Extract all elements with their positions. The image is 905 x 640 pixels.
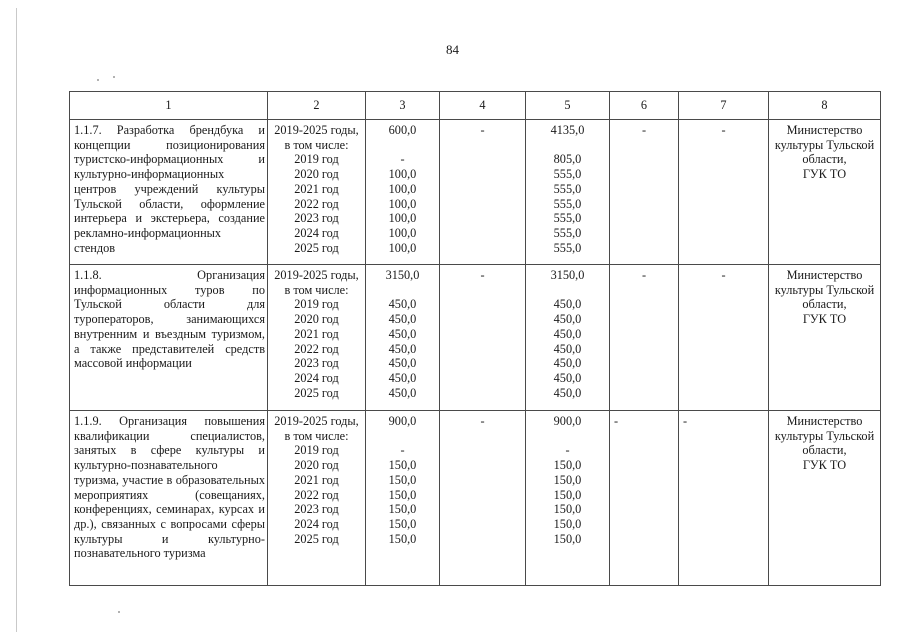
cell-value: 450,0 (553, 385, 582, 400)
cell-value: 805,0 (553, 152, 582, 167)
cell-value: - (641, 123, 647, 137)
cell-value: 2022 год (294, 341, 339, 356)
cell-value (366, 138, 439, 153)
cell-value: 450,0 (553, 326, 582, 341)
header-col-7: 7 (679, 92, 769, 120)
scan-edge-line (16, 8, 17, 632)
responsible-executor-cell (769, 411, 881, 586)
cell-value: 450,0 (388, 385, 417, 400)
amount-cell-col4 (440, 120, 526, 265)
cell-value: ГУК ТО (802, 312, 847, 327)
cell-value: 450,0 (553, 341, 582, 356)
header-col-8: 8 (769, 92, 881, 120)
header-col-3: 3 (366, 92, 440, 120)
cell-value: 2020 год (294, 312, 339, 327)
cell-value: ГУК ТО (802, 167, 847, 182)
cell-value: 2022 год (294, 487, 339, 502)
header-col-6: 6 (610, 92, 679, 120)
cell-value: 450,0 (388, 370, 417, 385)
cell-value: 450,0 (553, 297, 582, 312)
cell-value: 2020 год (294, 167, 339, 182)
cell-value: 555,0 (553, 240, 582, 255)
period-cell (268, 120, 366, 265)
cell-value: 3150,0 (385, 268, 420, 282)
scan-speck (97, 79, 99, 81)
cell-value: 150,0 (388, 472, 417, 487)
cell-value: 600,0 (388, 123, 417, 137)
cell-value: 450,0 (388, 297, 417, 312)
cell-value: 2022 год (294, 196, 339, 211)
responsible-executor-cell (769, 265, 881, 411)
cell-value: 100,0 (388, 196, 417, 211)
cell-value: 100,0 (388, 167, 417, 182)
scan-speck (113, 76, 115, 78)
period-cell (268, 411, 366, 586)
amount-cell-col3 (366, 411, 440, 586)
cell-value: 555,0 (553, 211, 582, 226)
cell-value: 150,0 (388, 487, 417, 502)
cell-value: 2021 год (294, 472, 339, 487)
cell-value: - (400, 152, 405, 167)
cell-value: в том числе: (284, 137, 349, 152)
amount-cell-col5 (526, 411, 610, 586)
cell-value (366, 429, 439, 444)
cell-value: 450,0 (388, 312, 417, 327)
cell-value (526, 429, 609, 444)
cell-value: 900,0 (388, 414, 417, 428)
cell-value: области, (802, 152, 847, 167)
amount-cell-col5 (526, 265, 610, 411)
cell-value: 450,0 (553, 356, 582, 371)
cell-value: культуры Тульской (774, 137, 875, 152)
cell-value: 150,0 (553, 458, 582, 473)
cell-value: - (683, 414, 688, 428)
cell-value: 900,0 (553, 414, 582, 428)
cell-value: 2021 год (294, 181, 339, 196)
page-number: 84 (446, 42, 459, 57)
header-row (70, 92, 881, 120)
table-row (70, 120, 881, 265)
cell-value (526, 138, 609, 153)
cell-value: 2025 год (294, 385, 339, 400)
cell-value: 555,0 (553, 196, 582, 211)
cell-value: области, (802, 443, 847, 458)
cell-value: Министерство (786, 414, 863, 428)
cell-value: 2021 год (294, 326, 339, 341)
amount-cell-col5 (526, 120, 610, 265)
cell-value: 2019 год (294, 297, 339, 312)
responsible-executor-cell (769, 120, 881, 265)
cell-value: 100,0 (388, 225, 417, 240)
activity-description: 1.1.9. Организация повышения квалификации специалистов, занятых в сфере культуры и культурно-познавательного туризма, участие в образовательных мероприятиях (совещаниях, конференциях, семинарах, курсах и др.), связанных с вопросами сферы культуры и культурно-познавательного туризма (70, 411, 268, 586)
cell-value: 450,0 (388, 341, 417, 356)
cell-value: 4135,0 (550, 123, 585, 137)
cell-value: 2023 год (294, 356, 339, 371)
amount-cell-col7 (679, 120, 769, 265)
amount-cell-col3 (366, 265, 440, 411)
cell-value: - (480, 268, 485, 282)
amount-cell-col6 (610, 411, 679, 586)
cell-value: - (641, 268, 647, 282)
cell-value: 2019-2025 годы, (274, 123, 359, 137)
cell-value: 555,0 (553, 225, 582, 240)
header-col-2: 2 (268, 92, 366, 120)
header-col-5: 5 (526, 92, 610, 120)
amount-cell-col7 (679, 411, 769, 586)
cell-value: - (614, 414, 619, 428)
cell-value: 150,0 (553, 531, 582, 546)
amount-cell-col6 (610, 265, 679, 411)
amount-cell-col7 (679, 265, 769, 411)
cell-value (366, 283, 439, 298)
cell-value: 100,0 (388, 181, 417, 196)
cell-value: 450,0 (553, 312, 582, 327)
cell-value: 555,0 (553, 181, 582, 196)
cell-value: 150,0 (388, 502, 417, 517)
cell-value: 150,0 (388, 516, 417, 531)
table-row (70, 411, 881, 586)
cell-value: 2019-2025 годы, (274, 414, 359, 428)
cell-value: 3150,0 (550, 268, 585, 282)
cell-value: 2024 год (294, 516, 339, 531)
cell-value: 150,0 (553, 472, 582, 487)
table-row (70, 265, 881, 411)
cell-value: 450,0 (388, 326, 417, 341)
cell-value: 2023 год (294, 502, 339, 517)
cell-value: 150,0 (553, 487, 582, 502)
program-activities-table (69, 91, 881, 586)
cell-value: - (721, 268, 726, 282)
cell-value: - (721, 123, 726, 137)
cell-value: ГУК ТО (802, 458, 847, 473)
cell-value: 2025 год (294, 240, 339, 255)
cell-value: - (565, 443, 570, 458)
amount-cell-col4 (440, 411, 526, 586)
cell-value: культуры Тульской (774, 282, 875, 297)
cell-value: Министерство (786, 123, 863, 137)
amount-cell-col4 (440, 265, 526, 411)
cell-value: 100,0 (388, 211, 417, 226)
cell-value: области, (802, 297, 847, 312)
cell-value (526, 283, 609, 298)
activity-description: 1.1.7. Разработка брендбука и концепции позиционирования туристско-информационных и культурно-информационных центров учреждений культуры Тульской области, оформление интерьера и экстерьера, создание рекламно-информационных стендов (70, 120, 268, 265)
cell-value: 2019 год (294, 443, 339, 458)
cell-value: 2019-2025 годы, (274, 268, 359, 282)
cell-value: 150,0 (553, 502, 582, 517)
cell-value: - (400, 443, 405, 458)
cell-value: в том числе: (284, 282, 349, 297)
cell-value: - (480, 414, 485, 428)
cell-value: 2024 год (294, 370, 339, 385)
cell-value: в том числе: (284, 428, 349, 443)
period-cell (268, 265, 366, 411)
cell-value: 2019 год (294, 152, 339, 167)
cell-value: 2024 год (294, 225, 339, 240)
cell-value: 150,0 (388, 531, 417, 546)
cell-value: 100,0 (388, 240, 417, 255)
cell-value: 2020 год (294, 458, 339, 473)
activity-description: 1.1.8. Организация информационных туров по Тульской области для туроператоров, занимающихся внутренним и въездным туризмом, а также представителей средств массовой информации (70, 265, 268, 411)
header-col-1: 1 (70, 92, 268, 120)
cell-value: 450,0 (553, 370, 582, 385)
amount-cell-col3 (366, 120, 440, 265)
cell-value: культуры Тульской (774, 428, 875, 443)
amount-cell-col6 (610, 120, 679, 265)
cell-value: 150,0 (553, 516, 582, 531)
cell-value: 2025 год (294, 531, 339, 546)
cell-value: Министерство (786, 268, 863, 282)
cell-value: 450,0 (388, 356, 417, 371)
header-col-4: 4 (440, 92, 526, 120)
cell-value: - (480, 123, 485, 137)
cell-value: 555,0 (553, 167, 582, 182)
cell-value: 150,0 (388, 458, 417, 473)
cell-value: 2023 год (294, 211, 339, 226)
scan-speck (118, 611, 120, 613)
